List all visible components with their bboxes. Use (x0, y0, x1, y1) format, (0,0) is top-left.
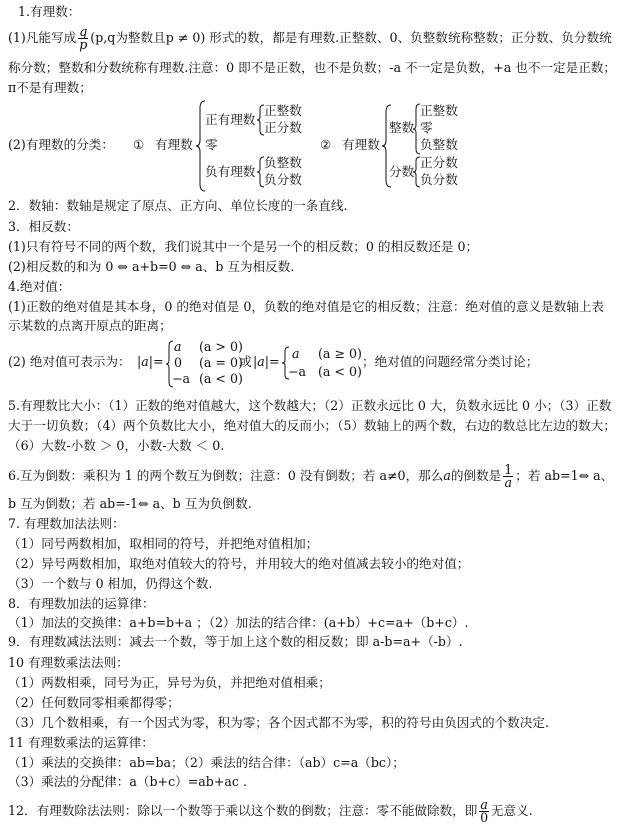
s5-line1: 5.有理数比大小：（1）正数的绝对值越大，这个数越大；（2）正数永远比 0 大，负数永远比 0 小；（3）正数 (8, 398, 612, 413)
c1-neg-frac: 负分数 (264, 172, 302, 187)
s4-title: 4.绝对值： (8, 279, 71, 294)
s10-line3: （3）几个数相乘，有一个因式为零，积为零；各个因式都不为零，积的符号由负因式的个数决定. (8, 715, 549, 730)
f1-r2a: 0 (174, 355, 183, 370)
s11-line2: （3）乘法的分配律：a（b+c）=ab+ac . (8, 774, 247, 789)
abs-var: a (141, 354, 149, 369)
s8-title: 8．有理数加法的运算律： (8, 596, 155, 611)
fraction-a-over-0 (479, 799, 489, 824)
f2-r1b: (a ≥ 0) (318, 346, 362, 361)
s3-line2: (2)相反数的和为 0 ⇔ a+b=0 ⇔ a、b 互为相反数. (8, 259, 295, 274)
f1-r1a: a (174, 339, 182, 354)
c2-root: 有理数 (342, 137, 380, 152)
c1-zero: 零 (205, 137, 218, 152)
f1-r3a: −a (172, 371, 191, 386)
s6-line1-b: 的倒数是 (450, 468, 502, 483)
s6-line1 (8, 464, 613, 489)
s3-line1: (1)只有符号不同的两个数，我们说其中一个是另一个的相反数；0 的相反数还是 0； (8, 239, 479, 254)
s9-line: 9．有理数减法法则：减去一个数，等于加上这个数的相反数；即 a-b=a+（-b）. (8, 634, 463, 649)
s6-line1-c: ；若 ab=1⇔ a、 (515, 468, 614, 483)
classify-label: (2)有理数的分类： (8, 137, 114, 152)
s10-line2: （2）任何数同零相乘都得零； (8, 695, 180, 710)
frac-num-1: 1 (504, 462, 513, 477)
s3-title: 3．相反数： (8, 219, 79, 234)
c2-f2: 负分数 (420, 172, 458, 187)
f1-r1b: (a > 0) (199, 339, 243, 354)
s5-line3: （6）大数-小数 ＞ 0，小数-大数 ＜ 0. (8, 438, 225, 453)
c2-frac: 分数 (389, 164, 415, 179)
s7-line3: （3）一个数与 0 相加，仍得这个数. (8, 576, 213, 591)
s10-line1: （1）两数相乘，同号为正，异号为负，并把绝对值相乘； (8, 675, 331, 690)
fraction-1-over-a (503, 464, 513, 489)
s11-line1: （1）乘法的交换律：ab=ba；（2）乘法的结合律：（ab）c=a（bc）； (8, 755, 405, 770)
frac-den: p (79, 37, 88, 52)
f1-r2b: (a = 0) (199, 355, 243, 370)
abs-lhs-1: |a|= (137, 354, 164, 369)
f2-r1a: a (292, 346, 300, 361)
s4-line3-a: (2) 绝对值可表示为： (8, 354, 131, 369)
c2-i1: 正整数 (420, 103, 458, 118)
c1-neg-int: 负整数 (264, 155, 302, 170)
s8-line1: （1）加法的交换律：a+b=b+a ；（2）加法的结合律：(a+b）+c=a+（b+c）. (8, 615, 469, 630)
s4-line1: (1)正数的绝对值是其本身，0 的绝对值是 0，负数的绝对值是它的相反数；注意：绝对值的意义是数轴上表 (8, 299, 604, 314)
s4-line3-b: ；绝对值的问题经常分类讨论； (362, 354, 539, 369)
s1-line1-a: (1)凡能写成 (8, 30, 77, 45)
c2-i3: 负整数 (420, 137, 458, 152)
c2-i2: 零 (420, 120, 433, 135)
s11-title: 11 有理数乘法的运算律： (8, 735, 154, 750)
c1-neg: 负有理数 (205, 164, 256, 179)
s7-line1: （1）同号两数相加，取相同的符号，并把绝对值相加； (8, 536, 319, 551)
s6-line1-a: 6.互为倒数：乘积为 1 的两个数互为倒数；注意：0 没有倒数；若 a≠0，那么 (8, 468, 444, 483)
abs-eq-2: = (269, 354, 280, 369)
s12-line-b: 无意义. (490, 803, 533, 818)
s7-title: 7. 有理数加法法则： (8, 516, 125, 531)
c1-pos-frac: 正分数 (264, 120, 302, 135)
abs-eq: = (153, 354, 164, 369)
abs-var-2: a (257, 354, 265, 369)
frac-num-a: a (480, 797, 488, 812)
s5-line2: 大于一切负数；（4）两个负数比大小，绝对值大的反而小；（5）数轴上的两个数，右边的数总比左边的数大； (8, 418, 616, 433)
s1-line3: π不是有理数； (8, 80, 92, 95)
frac-den-a: a (504, 475, 513, 490)
f1-r3b: (a < 0) (199, 371, 243, 386)
c1-number: ① (133, 137, 145, 152)
c2-f1: 正分数 (420, 155, 458, 170)
s4-line2: 示某数的点离开原点的距离； (8, 318, 172, 333)
s12-line (8, 799, 533, 824)
fraction-q-over-p (78, 26, 88, 51)
frac-num: q (79, 24, 88, 39)
s1-line1 (8, 26, 612, 51)
s7-line2: （2）异号两数相加，取绝对值较大的符号，并用较大的绝对值减去较小的绝对值； (8, 556, 470, 571)
c1-pos-int: 正整数 (264, 103, 302, 118)
s1-line2: 称分数；整数和分数统称有理数.注意：0 即不是正数，也不是负数；-a 不一定是负数，+a 也不一定是正数； (8, 60, 616, 75)
abs-or: 或 (239, 354, 252, 369)
s12-line-a: 12．有理数除法法则：除以一个数等于乘以这个数的倒数；注意：零不能做除数，即 (8, 803, 478, 818)
s1-title: 1.有理数： (18, 4, 81, 19)
s2-line: 2．数轴：数轴是规定了原点、正方向、单位长度的一条直线. (8, 198, 348, 213)
c1-root: 有理数 (155, 137, 193, 152)
f2-r2b: (a < 0) (318, 364, 362, 379)
frac-den-0: 0 (480, 810, 489, 825)
s6-var-a: a (443, 468, 451, 483)
c2-int: 整数 (389, 120, 415, 135)
s1-line1-b: (p,q为整数且p ≠ 0) 形式的数，都是有理数.正整数、0、负整数统称整数；正分数、负分数统 (90, 30, 612, 45)
s10-title: 10 有理数乘法法则： (8, 655, 129, 670)
f2-r2a: −a (288, 364, 307, 379)
s6-line2: b 互为倒数；若 ab=-1⇔ a、b 互为负倒数. (8, 496, 252, 511)
c1-pos: 正有理数 (205, 112, 256, 127)
c2-number: ② (320, 137, 332, 152)
abs-lhs-2: |a|= (253, 354, 280, 369)
